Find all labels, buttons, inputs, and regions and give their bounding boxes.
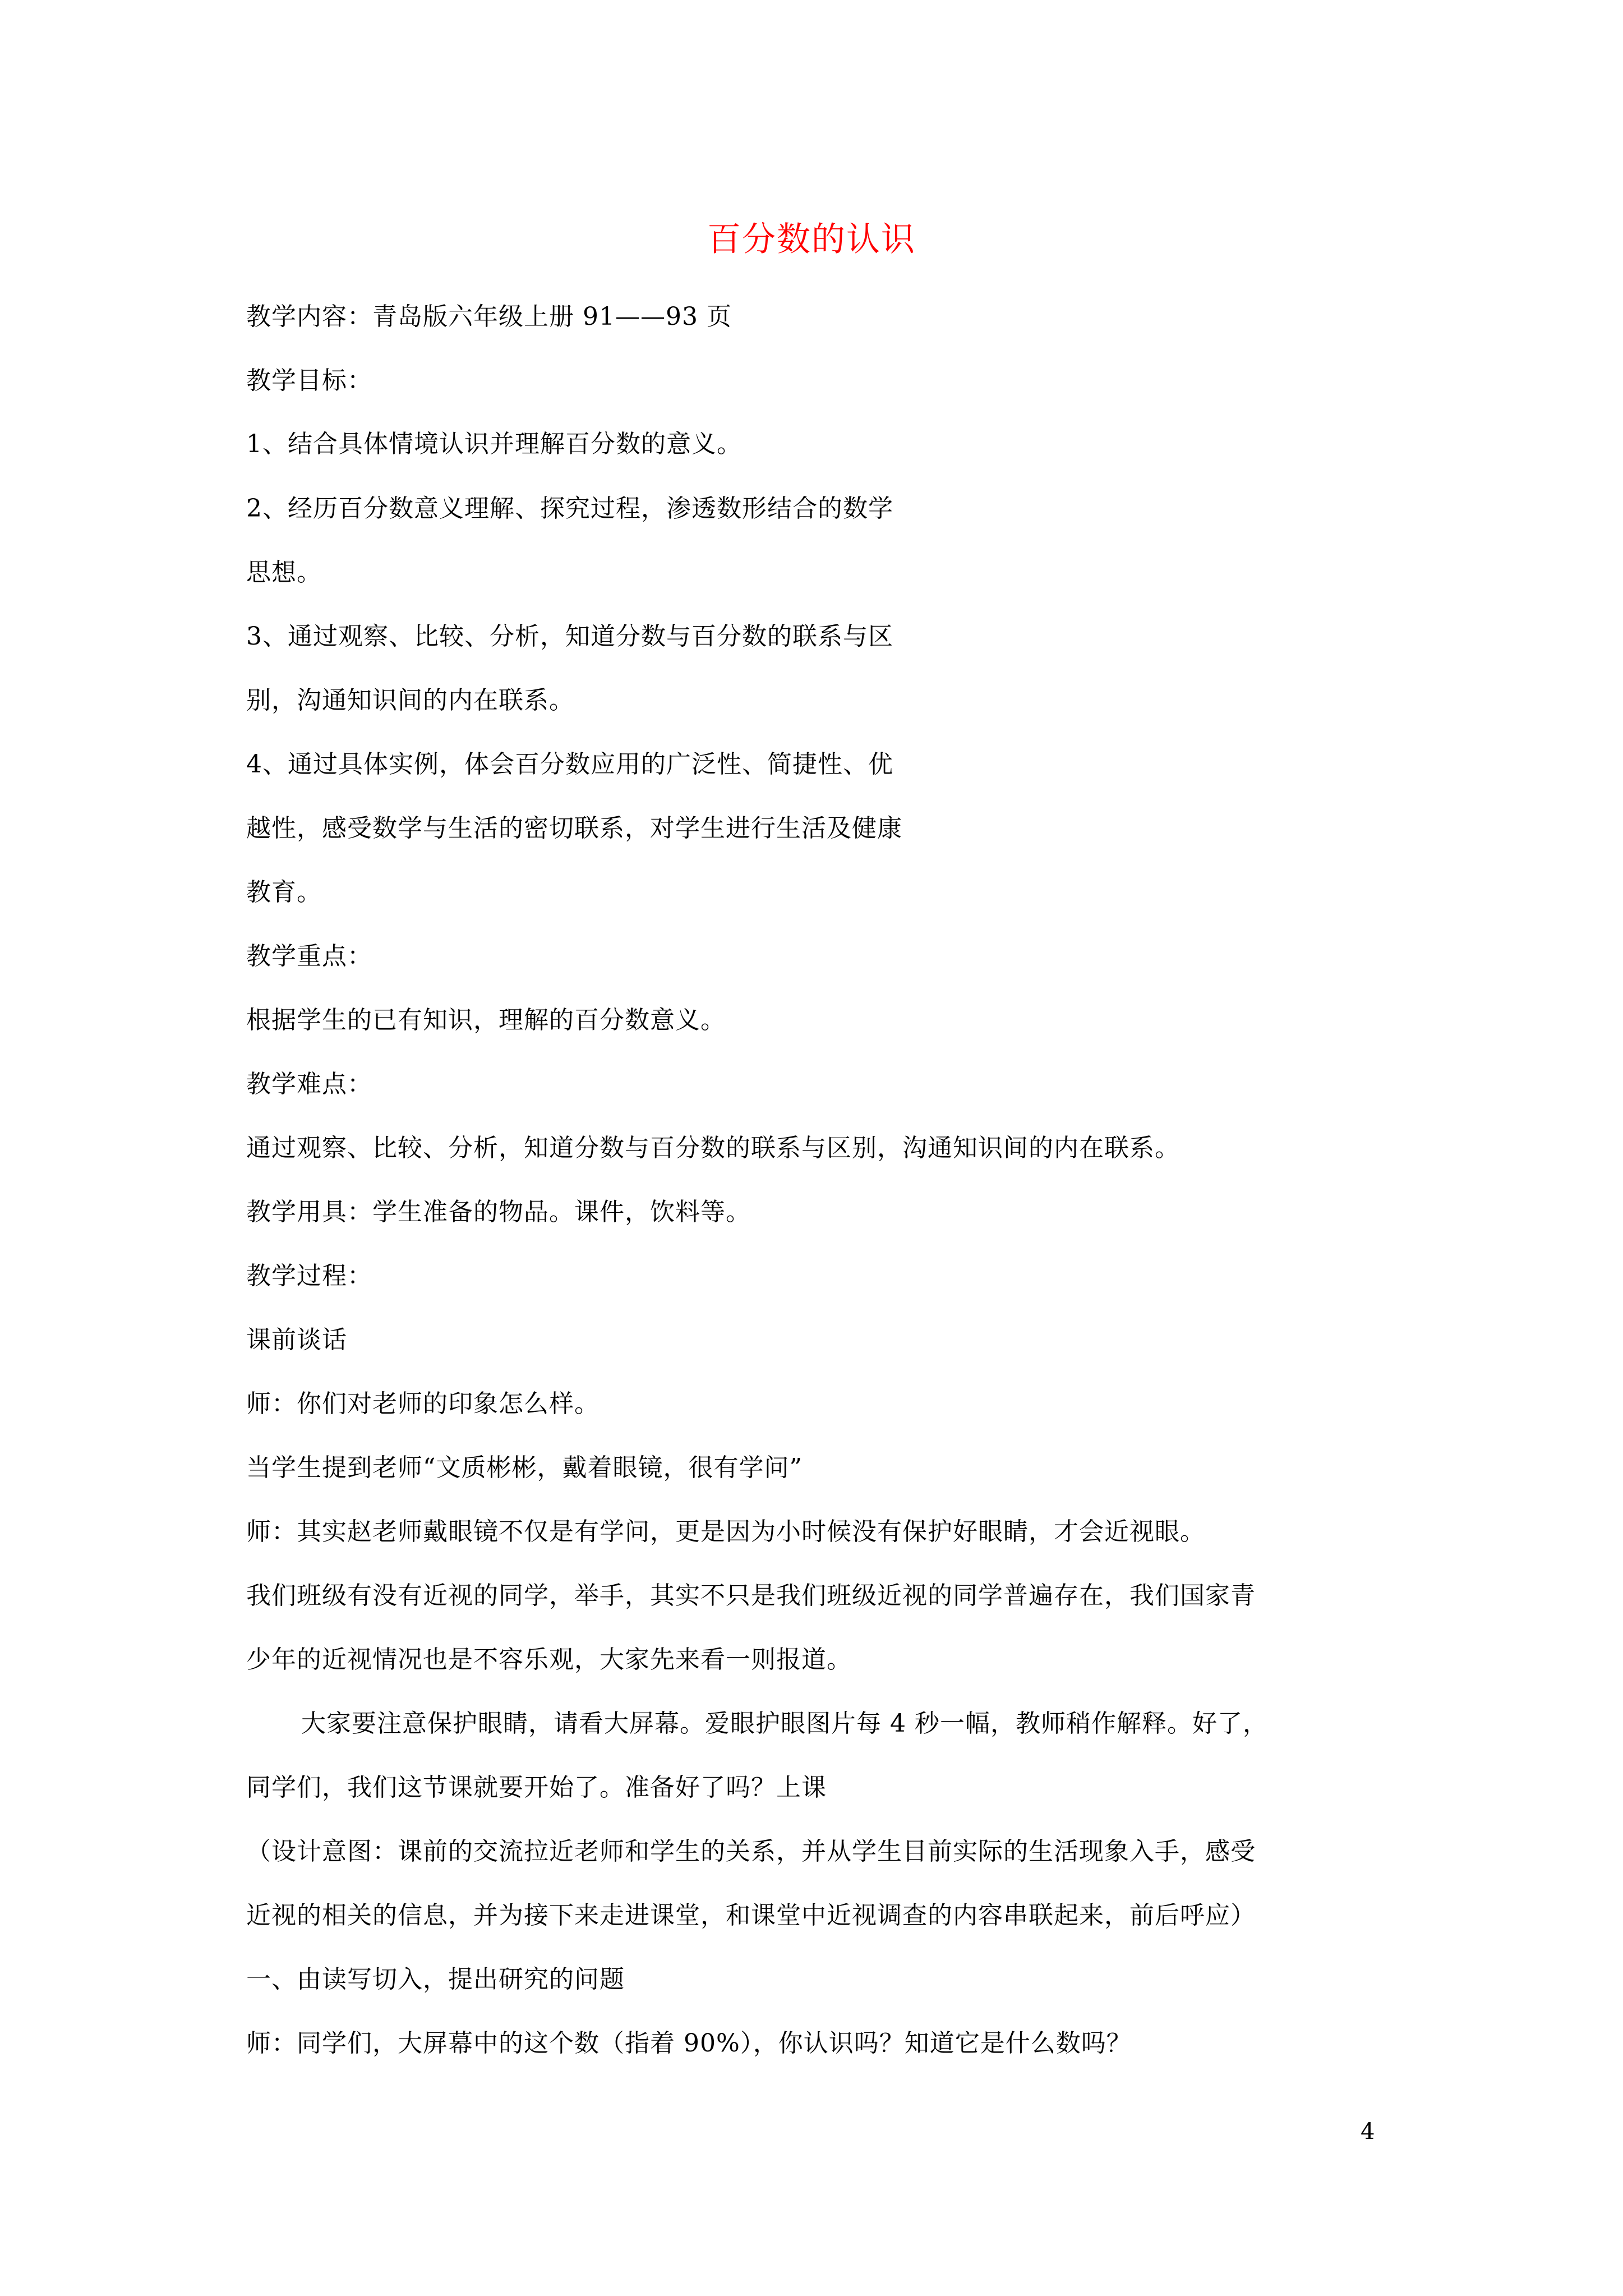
text-line: 教学用具：学生准备的物品。课件，饮料等。 bbox=[246, 1198, 751, 1226]
text-line: 同学们，我们这节课就要开始了。准备好了吗？上课 bbox=[246, 1773, 827, 1802]
text-line: 教学过程： bbox=[246, 1262, 372, 1290]
text-line: 教学重点： bbox=[246, 942, 372, 970]
text-line: 大家要注意保护眼睛，请看大屏幕。爱眼护眼图片每 4 秒一幅，教师稍作解释。好了， bbox=[301, 1709, 1268, 1738]
text-line: 1、结合具体情境认识并理解百分数的意义。 bbox=[246, 430, 742, 458]
text-line: 一、由读写切入，提出研究的问题 bbox=[246, 1965, 625, 1994]
text-line: 教学难点： bbox=[246, 1070, 372, 1098]
text-line: 4、通过具体实例，体会百分数应用的广泛性、简捷性、优 bbox=[246, 750, 893, 779]
text-line: 少年的近视情况也是不容乐观，大家先来看一则报道。 bbox=[246, 1645, 852, 1674]
text-line: 近视的相关的信息，并为接下来走进课堂，和课堂中近视调查的内容串联起来，前后呼应） bbox=[246, 1901, 1256, 1930]
text-line: 通过观察、比较、分析，知道分数与百分数的联系与区别，沟通知识间的内在联系。 bbox=[246, 1134, 1180, 1162]
text-line: 教学内容：青岛版六年级上册 91——93 页 bbox=[246, 302, 732, 331]
page-number: 4 bbox=[1361, 2119, 1375, 2145]
text-line: 思想。 bbox=[246, 558, 322, 587]
text-line: 越性，感受数学与生活的密切联系，对学生进行生活及健康 bbox=[246, 814, 902, 843]
text-line: 课前谈话 bbox=[246, 1326, 347, 1354]
text-line: 师：你们对老师的印象怎么样。 bbox=[246, 1389, 600, 1418]
text-line: 根据学生的已有知识，理解的百分数意义。 bbox=[246, 1006, 726, 1034]
text-line: 教育。 bbox=[246, 878, 322, 907]
text-line: 我们班级有没有近视的同学，举手，其实不只是我们班级近视的同学普遍存在，我们国家青 bbox=[246, 1581, 1256, 1610]
text-line: 当学生提到老师“文质彬彬，戴着眼镜，很有学问” bbox=[246, 1453, 803, 1482]
text-line: 教学目标： bbox=[246, 366, 372, 395]
document-title: 百分数的认识 bbox=[707, 220, 916, 259]
text-line: 3、通过观察、比较、分析，知道分数与百分数的联系与区 bbox=[246, 622, 893, 651]
text-line: （设计意图：课前的交流拉近老师和学生的关系，并从学生目前实际的生活现象入手，感受 bbox=[246, 1837, 1256, 1866]
text-line: 别，沟通知识间的内在联系。 bbox=[246, 686, 574, 715]
text-line: 师：其实赵老师戴眼镜不仅是有学问，更是因为小时候没有保护好眼睛，才会近视眼。 bbox=[246, 1517, 1205, 1546]
text-line: 2、经历百分数意义理解、探究过程，渗透数形结合的数学 bbox=[246, 494, 893, 523]
text-line: 师：同学们，大屏幕中的这个数（指着 90%），你认识吗？知道它是什么数吗？ bbox=[246, 2029, 1132, 2058]
